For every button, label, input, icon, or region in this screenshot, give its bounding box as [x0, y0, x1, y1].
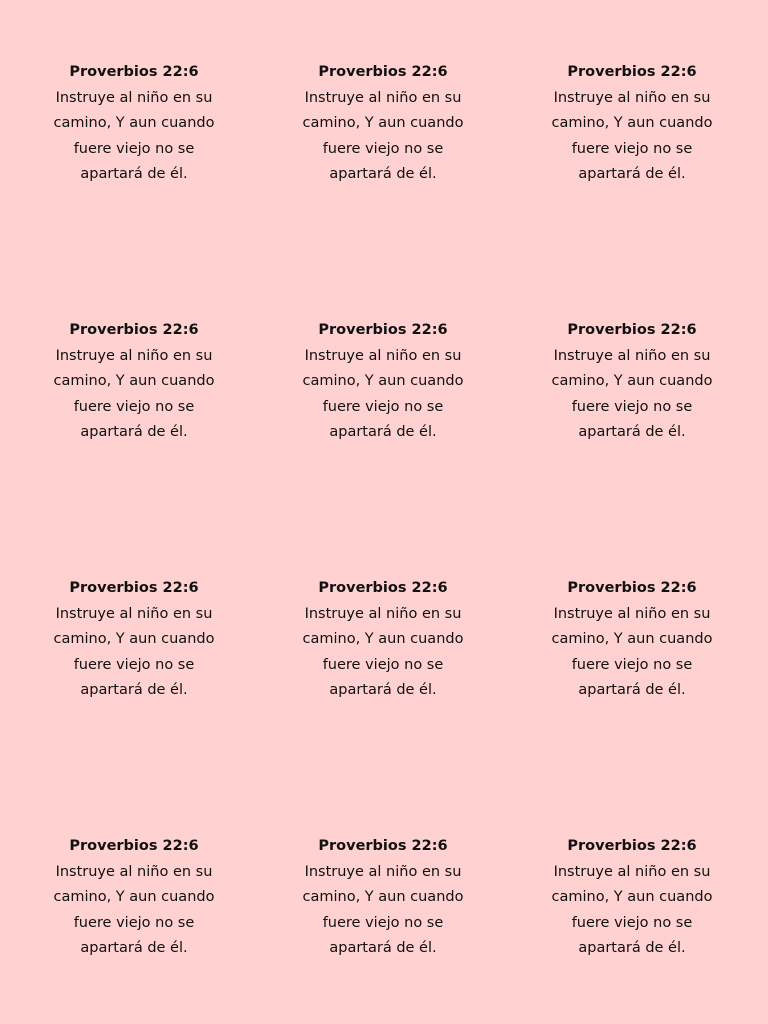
verse-text-line: camino, Y aun cuando [53, 115, 215, 131]
verse-text-line: Instruye al niño en su [55, 89, 213, 106]
verse-text-line: Instruye al niño en su [553, 347, 711, 364]
verse-text-line: apartará de él. [329, 940, 437, 956]
verse-text-line: camino, Y aun cuando [551, 373, 713, 389]
verse-text-line: camino, Y aun cuando [551, 115, 713, 131]
verse-text-line: apartará de él. [80, 166, 188, 182]
verse-text-line: fuere viejo no se [322, 398, 444, 415]
verse-text-line: Instruye al niño en su [55, 605, 213, 622]
verse-text-line: apartará de él. [578, 166, 686, 182]
verse-text-line: apartará de él. [329, 682, 437, 698]
verse-text-line: fuere viejo no se [571, 140, 693, 157]
verse-card [34, 60, 234, 188]
verse-card [532, 60, 732, 188]
verse-text-line: camino, Y aun cuando [551, 631, 713, 647]
verse-card [34, 834, 234, 962]
verse-card [283, 834, 483, 962]
verse-text-line: camino, Y aun cuando [551, 889, 713, 905]
verse-card [283, 318, 483, 446]
verse-card [283, 576, 483, 704]
verse-text-line: apartará de él. [578, 940, 686, 956]
verse-text-line: Instruye al niño en su [304, 347, 462, 364]
verse-reference: Proverbios 22:6 [69, 64, 199, 80]
verse-text-line: camino, Y aun cuando [53, 889, 215, 905]
verse-text-line: Instruye al niño en su [553, 863, 711, 880]
verse-text-line: Instruye al niño en su [304, 89, 462, 106]
verse-text-line: camino, Y aun cuando [53, 631, 215, 647]
verse-reference: Proverbios 22:6 [69, 838, 199, 854]
verse-text-line: fuere viejo no se [322, 656, 444, 673]
verse-text-line: apartará de él. [578, 424, 686, 440]
verse-text-line: apartará de él. [329, 424, 437, 440]
verse-text-line: Instruye al niño en su [55, 347, 213, 364]
verse-text-line: fuere viejo no se [73, 398, 195, 415]
verse-reference: Proverbios 22:6 [567, 838, 697, 854]
verse-card [532, 576, 732, 704]
verse-reference: Proverbios 22:6 [318, 322, 448, 338]
verse-text-line: fuere viejo no se [571, 656, 693, 673]
verse-text-line: Instruye al niño en su [55, 863, 213, 880]
verse-reference: Proverbios 22:6 [567, 322, 697, 338]
verse-text-line: fuere viejo no se [322, 140, 444, 157]
verse-card [34, 576, 234, 704]
verse-text-line: fuere viejo no se [322, 914, 444, 931]
verse-reference: Proverbios 22:6 [69, 580, 199, 596]
verse-text-line: apartará de él. [80, 682, 188, 698]
verse-text-line: apartará de él. [329, 166, 437, 182]
verse-card [532, 834, 732, 962]
verse-text-line: fuere viejo no se [571, 398, 693, 415]
verse-card [283, 60, 483, 188]
verse-text-line: fuere viejo no se [571, 914, 693, 931]
verse-text-line: Instruye al niño en su [304, 605, 462, 622]
verse-reference: Proverbios 22:6 [567, 580, 697, 596]
verse-reference: Proverbios 22:6 [69, 322, 199, 338]
verse-text-line: apartará de él. [80, 940, 188, 956]
verse-text-line: camino, Y aun cuando [302, 373, 464, 389]
verse-reference: Proverbios 22:6 [318, 838, 448, 854]
verse-text-line: apartará de él. [578, 682, 686, 698]
verse-text-line: camino, Y aun cuando [302, 889, 464, 905]
verse-card [34, 318, 234, 446]
verse-text-line: apartará de él. [80, 424, 188, 440]
verse-card [532, 318, 732, 446]
verse-text-line: Instruye al niño en su [553, 605, 711, 622]
verse-text-line: fuere viejo no se [73, 656, 195, 673]
verse-reference: Proverbios 22:6 [318, 64, 448, 80]
verse-text-line: fuere viejo no se [73, 140, 195, 157]
verse-text-line: Instruye al niño en su [304, 863, 462, 880]
verse-text-line: camino, Y aun cuando [302, 115, 464, 131]
verse-text-line: camino, Y aun cuando [302, 631, 464, 647]
verse-text-line: Instruye al niño en su [553, 89, 711, 106]
verse-text-line: camino, Y aun cuando [53, 373, 215, 389]
verse-text-line: fuere viejo no se [73, 914, 195, 931]
verse-reference: Proverbios 22:6 [318, 580, 448, 596]
verse-reference: Proverbios 22:6 [567, 64, 697, 80]
